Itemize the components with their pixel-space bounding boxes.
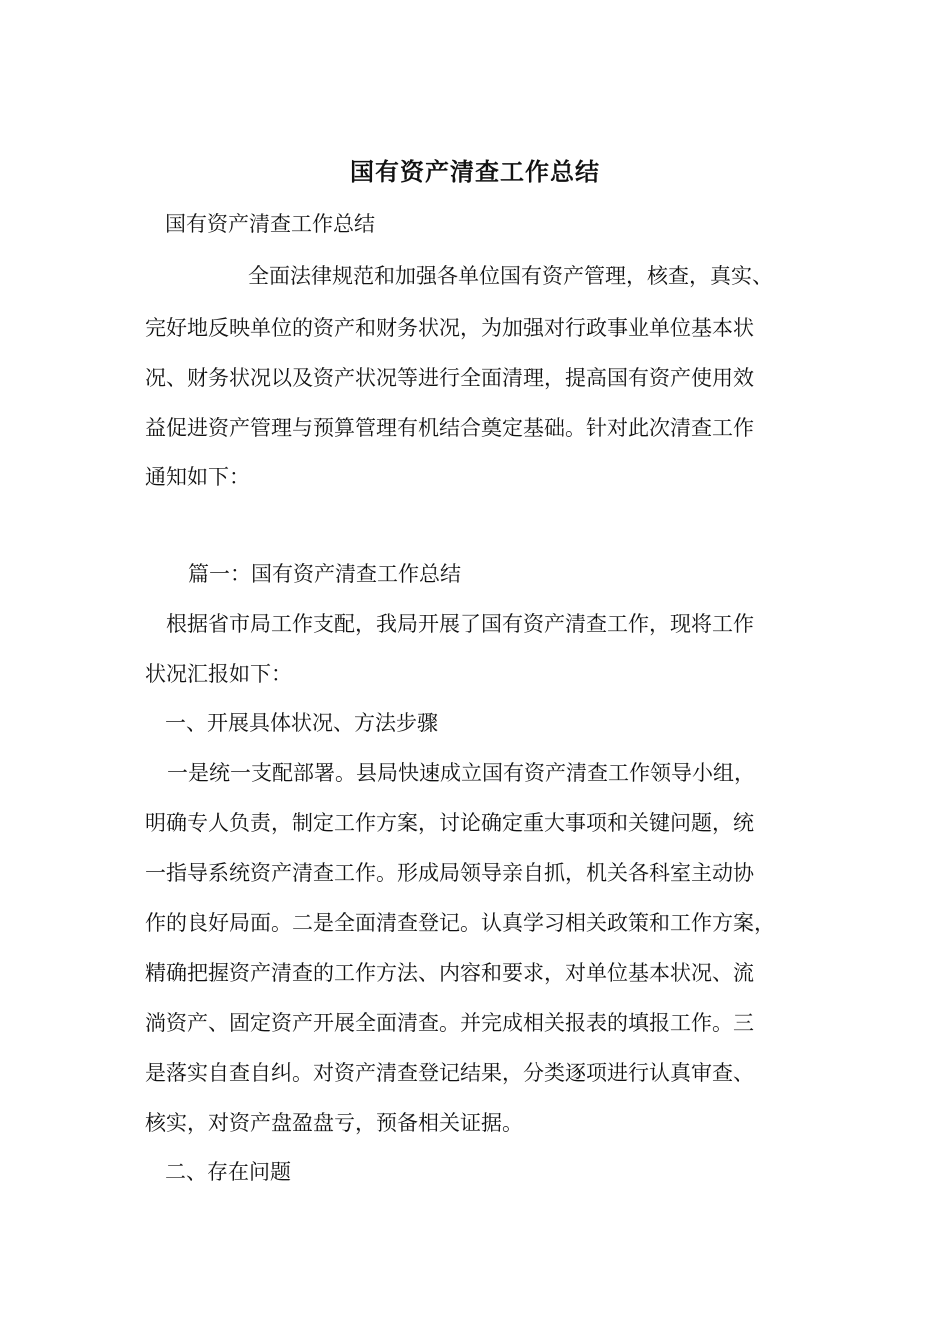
body-line: 一指导系统资产清查工作。形成局领导亲自抓，机关各科室主动协 bbox=[145, 861, 754, 885]
intro-line: 通知如下： bbox=[145, 465, 250, 489]
section-heading: 一、开展具体状况、方法步骤 bbox=[165, 711, 438, 735]
chapter-heading: 篇一：国有资产清查工作总结 bbox=[188, 562, 461, 586]
section-heading: 二、存在问题 bbox=[165, 1160, 291, 1184]
body-line: 精确把握资产清查的工作方法、内容和要求，对单位基本状况、流 bbox=[145, 961, 754, 985]
body-line: 明确专人负责，制定工作方案，讨论确定重大事项和关键问题，统 bbox=[145, 811, 754, 835]
document-subtitle: 国有资产清查工作总结 bbox=[165, 212, 375, 236]
intro-line: 全面法律规范和加强各单位国有资产管理，核查，真实、 bbox=[248, 264, 773, 288]
body-line: 核实，对资产盘盈盘亏，预备相关证据。 bbox=[145, 1111, 523, 1135]
body-line: 是落实自查自纠。对资产清查登记结果，分类逐项进行认真审查、 bbox=[145, 1061, 754, 1085]
body-line: 作的良好局面。二是全面清查登记。认真学习相关政策和工作方案， bbox=[145, 911, 775, 935]
intro-line: 完好地反映单位的资产和财务状况，为加强对行政事业单位基本状 bbox=[145, 316, 754, 340]
document-title: 国有资产清查工作总结 bbox=[350, 157, 600, 186]
body-line: 一是统一支配部署。县局快速成立国有资产清查工作领导小组， bbox=[167, 761, 755, 785]
intro-line: 况、财务状况以及资产状况等进行全面清理，提高国有资产使用效 bbox=[145, 366, 754, 390]
intro-line: 益促进资产管理与预算管理有机结合奠定基础。针对此次清查工作 bbox=[145, 416, 754, 440]
report-intro-line: 状况汇报如下： bbox=[145, 662, 292, 686]
report-intro-line: 根据省市局工作支配，我局开展了国有资产清查工作，现将工作 bbox=[166, 612, 754, 636]
body-line: 淌资产、固定资产开展全面清查。并完成相关报表的填报工作。三 bbox=[145, 1011, 754, 1035]
